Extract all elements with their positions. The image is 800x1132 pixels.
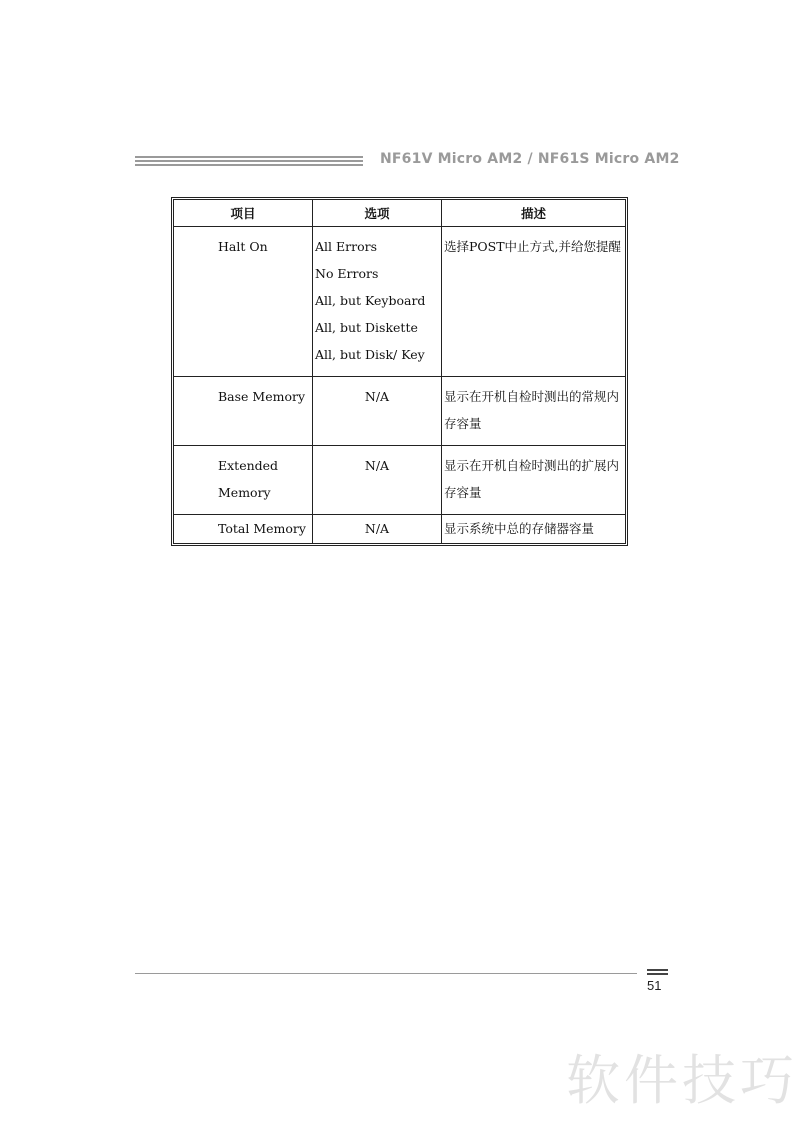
item-cell: Base Memory [174,376,313,445]
table-row-total-memory [174,514,625,543]
header-decorative-rules [135,156,363,168]
description-cell: 显示系统中总的存储器容量 [442,514,625,543]
item-cell: Halt On [174,227,313,376]
description-cell: 显示在开机自检时测出的常规内存容量 [442,376,625,445]
options-cell: N/A [313,376,442,445]
footer-page-mark [647,969,668,977]
item-cell: Total Memory [174,514,313,543]
column-header-options: 选项 [313,200,442,227]
table-row-halt-on [174,227,625,376]
running-header-title: NF61V Micro AM2 / NF61S Micro AM2 [380,151,680,167]
footer-divider [135,973,637,974]
description-cell: 选择POST中止方式,并给您提醒 [444,239,622,254]
column-header-item: 项目 [174,200,313,227]
options-cell: N/A [313,514,442,543]
column-header-description: 描述 [442,200,625,227]
option-value: All, but Keyboard [315,293,426,308]
option-value: No Errors [315,266,379,281]
option-value: All, but Diskette [315,320,418,335]
table-header-row [174,200,625,227]
table-row-extended-memory [174,445,625,514]
page-number: 51 [647,978,662,993]
bios-settings-table [171,197,628,546]
description-cell: 显示在开机自检时测出的扩展内存容量 [442,445,625,514]
options-cell [313,227,442,376]
option-value: All Errors [315,239,377,254]
item-cell: Extended Memory [174,445,313,514]
table-row-base-memory [174,376,625,445]
watermark-text: 软件技巧 [566,1049,798,1112]
option-value: All, but Disk/ Key [315,347,425,362]
options-cell: N/A [313,445,442,514]
